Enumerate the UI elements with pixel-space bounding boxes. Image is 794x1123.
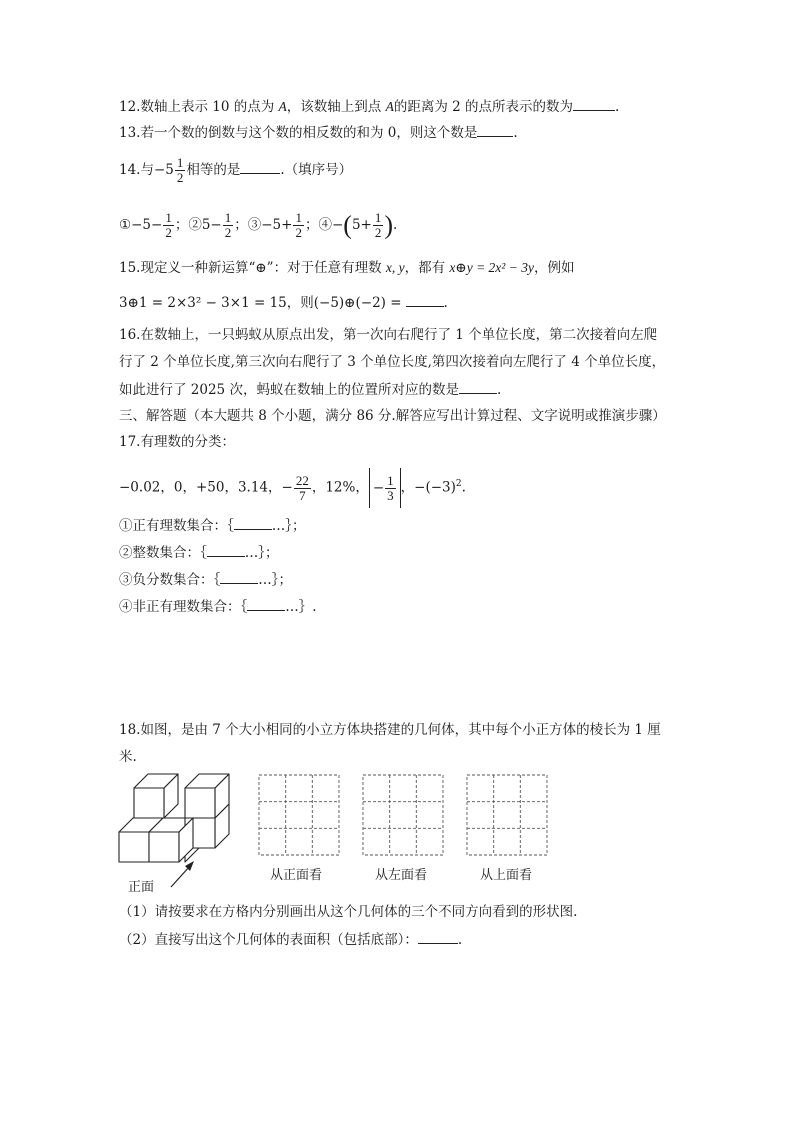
section-3-title: 三、解答题（本大题共 8 个小题，满分 86 分.解答应写出计算过程、文字说明或推演步骤） (119, 408, 666, 424)
front-arrow-icon (168, 858, 198, 890)
question-18-sub-2 (119, 929, 462, 950)
fraction-denominator: 2 (176, 170, 184, 185)
fraction-numerator: 1 (295, 210, 302, 225)
set-end: …｝； (244, 545, 279, 561)
option-4-inner: 5+ (351, 217, 372, 233)
question-18-line-1: 18.如图，是由 7 个大小相同的小立方体块搭建的几何体，其中每个小正方体的棱长为 1 厘 (119, 722, 661, 738)
question-12 (119, 96, 619, 117)
q18-sub2-end: . (457, 932, 463, 948)
question-17-title: 17.有理数的分类： (119, 434, 235, 450)
grid-label-left: 从左面看 (375, 868, 428, 883)
option-4-fraction (373, 211, 384, 240)
option-3-expr: −5+ (261, 217, 293, 233)
answer-blank[interactable] (247, 596, 285, 611)
set-end: …｝； (271, 518, 306, 534)
question-18-sub-1: （1）请按要求在方格内分别画出从这个几何体的三个不同方向看到的形状图. (119, 904, 578, 920)
grid-front-view[interactable] (258, 774, 340, 856)
q17-set-positive (119, 515, 306, 536)
set-label: ③负分数集合：｛ (119, 572, 221, 588)
q12-end: . (615, 99, 620, 115)
fraction-numerator: 22 (295, 472, 309, 488)
q15-end: . (443, 295, 448, 311)
grid-label-top: 从上面看 (480, 868, 533, 883)
q14-note: .（填序号） (280, 162, 353, 178)
set-end: …｝； (258, 572, 292, 588)
answer-blank[interactable] (240, 159, 280, 174)
q12-var-a: A (278, 99, 287, 114)
q15-definition: x⊕y = 2x² − 3y (449, 260, 534, 275)
q17-set-negative-fractions (119, 569, 292, 590)
q14-text-b: 相等的是 (186, 162, 241, 178)
answer-blank[interactable] (477, 122, 513, 137)
fraction-numerator: 1 (387, 473, 394, 488)
option-2-fraction (223, 211, 234, 240)
question-13 (119, 122, 518, 143)
fraction-denominator: 2 (374, 225, 382, 240)
exponent: 2 (455, 479, 462, 489)
option-2-label: ② (188, 217, 202, 233)
question-15-line-1 (119, 258, 574, 278)
set-label: ①正有理数集合：｛ (119, 518, 234, 534)
q15-text-c: ，例如 (533, 260, 575, 276)
fraction-numerator: 1 (224, 210, 232, 225)
q15-text-a: 15.现定义一种新运算“⊕”：对于任意有理数 (119, 260, 386, 276)
option-2-expr: 5− (201, 217, 222, 233)
fraction-denominator: 2 (224, 225, 232, 240)
q15-example: 3⊕1 = 2×3² − 3×1 = 15 (119, 295, 287, 311)
q12-text-b: ，该数轴上到点 (286, 99, 386, 115)
question-16-line-1: 16.在数轴上，一只蚂蚁从原点出发，第一次向右爬行了 1 个单位长度，第二次接着向左爬 (119, 327, 658, 343)
question-14 (119, 152, 352, 188)
fraction-denominator: 2 (165, 225, 172, 240)
option-3-label: ③ (247, 217, 262, 233)
question-17-numbers (119, 464, 466, 508)
left-paren: ( (343, 210, 352, 240)
question-16-line-2: 行了 2 个单位长度,第三次向右爬行了 3 个单位长度,第四次接着向左爬行了 4 个单位长度， (119, 354, 666, 370)
set-label: ④非正有理数集合：｛ (119, 599, 248, 615)
q17-numbers-c: ，−(−3) (400, 479, 456, 496)
q15-text-b: ，都有 (404, 260, 450, 276)
answer-blank[interactable] (406, 292, 444, 307)
fraction-denominator: 7 (299, 487, 306, 503)
option-4-expr: − (331, 217, 344, 233)
answer-blank[interactable] (418, 929, 458, 944)
abs-fraction (385, 474, 396, 503)
q12-var-b: A (385, 99, 394, 114)
option-1-label: ① (119, 217, 132, 233)
front-label: 正面 (128, 880, 155, 895)
question-18-line-2: 米. (119, 749, 137, 765)
option-separator: ； (234, 217, 248, 233)
q15-vars: x, y (385, 260, 405, 275)
answer-blank[interactable] (234, 515, 272, 530)
option-4-label: ④ (318, 217, 332, 233)
fraction-numerator: 1 (176, 155, 184, 170)
fraction-numerator: 1 (374, 210, 382, 225)
q15-then: ，则 (286, 295, 314, 311)
abs-minus: − (372, 480, 385, 496)
q14-text-a: 14.与 (119, 162, 154, 178)
q13-end: . (513, 125, 518, 141)
set-label: ②整数集合：｛ (119, 545, 207, 561)
q13-text: 13.若一个数的倒数与这个数的相反数的和为 0，则这个数是 (119, 125, 478, 141)
answer-blank[interactable] (573, 96, 615, 111)
q15-ask: (−5)⊕(−2) = (313, 295, 402, 311)
question-16-line-3 (119, 379, 501, 400)
q17-set-non-positive (119, 596, 317, 617)
option-3-fraction (293, 211, 304, 240)
fraction-numerator: 1 (165, 210, 172, 225)
q17-numbers-a: −0.02，0，+50，3.14，− (119, 479, 293, 496)
q16-text: 如此进行了 2025 次，蚂蚁在数轴上的位置所对应的数是 (119, 382, 459, 398)
q18-sub2-text: （2）直接写出这个几何体的表面积（包括底部）： (119, 932, 418, 948)
q17-set-integers (119, 542, 279, 563)
q14-fraction (175, 156, 186, 185)
fraction-denominator: 2 (295, 225, 302, 240)
q17-fraction (294, 474, 311, 503)
q14-minus-whole: −5 (153, 162, 174, 178)
question-15-line-2 (119, 292, 448, 313)
option-separator: ； (304, 217, 319, 233)
question-14-options (119, 207, 397, 243)
absolute-value (369, 468, 401, 508)
q16-end: . (496, 382, 502, 398)
fraction-denominator: 3 (387, 488, 394, 503)
grid-label-front: 从正面看 (270, 868, 323, 883)
option-1-expr: −5− (131, 217, 163, 233)
option-separator: ； (174, 217, 189, 233)
option-1-fraction (163, 211, 174, 240)
q17-numbers-b: ，12%， (311, 479, 369, 496)
option-end: . (393, 217, 398, 233)
grid-top-view[interactable] (466, 774, 548, 856)
grid-left-view[interactable] (362, 774, 444, 856)
set-end: …｝. (285, 599, 317, 615)
answer-blank[interactable] (459, 379, 497, 394)
q12-text-a: 12.数轴上表示 10 的点为 (119, 99, 279, 115)
right-paren: ) (384, 210, 394, 240)
q12-text-c: 的距离为 2 的点所表示的数为 (393, 99, 573, 115)
q17-end: . (461, 479, 466, 496)
answer-blank[interactable] (207, 542, 245, 557)
answer-blank[interactable] (220, 569, 258, 584)
